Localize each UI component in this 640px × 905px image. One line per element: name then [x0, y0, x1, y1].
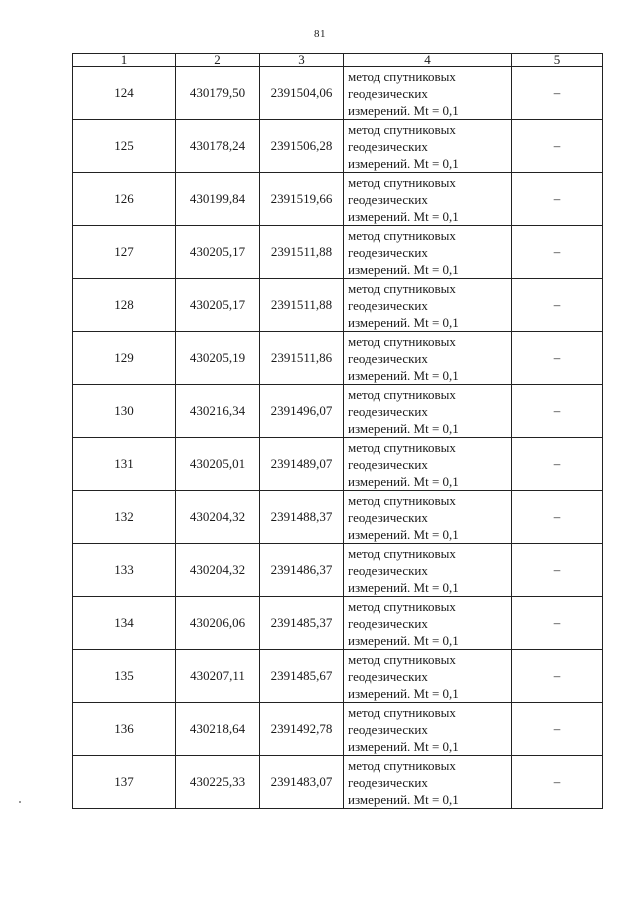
table-row: [73, 120, 603, 173]
method-cell: [344, 67, 512, 120]
method-text-line: измерений. Mt = 0,1: [348, 367, 459, 383]
scan-speck: [19, 801, 21, 803]
x-coordinate-cell: 430225,33: [176, 756, 260, 809]
header-cell-5: 5: [512, 54, 603, 67]
method-text-line: метод спутниковых: [348, 68, 456, 84]
method-cell: [344, 491, 512, 544]
x-coordinate-cell: 430179,50: [176, 67, 260, 120]
method-text-line: метод спутниковых: [348, 174, 456, 190]
method-text-line: измерений. Mt = 0,1: [348, 261, 459, 277]
method-text-line: метод спутниковых: [348, 439, 456, 455]
table-row: [73, 491, 603, 544]
table-row: [73, 756, 603, 809]
table-row: [73, 279, 603, 332]
note-cell: –: [512, 120, 603, 173]
table-row: [73, 597, 603, 650]
method-text-line: метод спутниковых: [348, 121, 456, 137]
y-coordinate-cell: 2391504,06: [260, 67, 344, 120]
point-number-cell: 132: [73, 491, 176, 544]
header-cell-3: 3: [260, 54, 344, 67]
note-cell: –: [512, 279, 603, 332]
y-coordinate-cell: 2391519,66: [260, 173, 344, 226]
note-cell: –: [512, 438, 603, 491]
point-number-cell: 133: [73, 544, 176, 597]
header-cell-1: 1: [73, 54, 176, 67]
method-text-line: геодезических: [348, 138, 428, 154]
method-text-line: измерений. Mt = 0,1: [348, 155, 459, 171]
point-number-cell: 127: [73, 226, 176, 279]
y-coordinate-cell: 2391489,07: [260, 438, 344, 491]
method-text-line: измерений. Mt = 0,1: [348, 685, 459, 701]
page-number: 81: [314, 28, 326, 40]
method-text-line: метод спутниковых: [348, 757, 456, 773]
method-cell: [344, 120, 512, 173]
x-coordinate-cell: 430206,06: [176, 597, 260, 650]
y-coordinate-cell: 2391506,28: [260, 120, 344, 173]
method-text-line: геодезических: [348, 244, 428, 260]
method-cell: [344, 756, 512, 809]
header-cell-2: 2: [176, 54, 260, 67]
method-text-line: измерений. Mt = 0,1: [348, 473, 459, 489]
method-text-line: метод спутниковых: [348, 280, 456, 296]
method-text-line: геодезических: [348, 509, 428, 525]
table-row: [73, 332, 603, 385]
x-coordinate-cell: 430216,34: [176, 385, 260, 438]
table-row: [73, 650, 603, 703]
method-text-line: метод спутниковых: [348, 704, 456, 720]
point-number-cell: 128: [73, 279, 176, 332]
x-coordinate-cell: 430204,32: [176, 544, 260, 597]
method-text-line: измерений. Mt = 0,1: [348, 632, 459, 648]
method-cell: [344, 597, 512, 650]
method-text-line: измерений. Mt = 0,1: [348, 526, 459, 542]
point-number-cell: 134: [73, 597, 176, 650]
method-text-line: геодезических: [348, 456, 428, 472]
x-coordinate-cell: 430199,84: [176, 173, 260, 226]
x-coordinate-cell: 430178,24: [176, 120, 260, 173]
note-cell: –: [512, 650, 603, 703]
note-cell: –: [512, 597, 603, 650]
table-header-row: [73, 54, 603, 67]
point-number-cell: 124: [73, 67, 176, 120]
method-cell: [344, 544, 512, 597]
x-coordinate-cell: 430204,32: [176, 491, 260, 544]
x-coordinate-cell: 430205,19: [176, 332, 260, 385]
note-cell: –: [512, 385, 603, 438]
method-text-line: метод спутниковых: [348, 227, 456, 243]
y-coordinate-cell: 2391485,67: [260, 650, 344, 703]
y-coordinate-cell: 2391483,07: [260, 756, 344, 809]
method-text-line: метод спутниковых: [348, 598, 456, 614]
y-coordinate-cell: 2391511,88: [260, 226, 344, 279]
y-coordinate-cell: 2391496,07: [260, 385, 344, 438]
method-text-line: геодезических: [348, 668, 428, 684]
note-cell: –: [512, 226, 603, 279]
method-text-line: измерений. Mt = 0,1: [348, 420, 459, 436]
coordinates-table: [72, 53, 603, 809]
method-text-line: геодезических: [348, 721, 428, 737]
point-number-cell: 130: [73, 385, 176, 438]
method-cell: [344, 650, 512, 703]
table-row: [73, 67, 603, 120]
header-cell-4: 4: [344, 54, 512, 67]
method-text-line: геодезических: [348, 191, 428, 207]
x-coordinate-cell: 430205,01: [176, 438, 260, 491]
method-text-line: метод спутниковых: [348, 386, 456, 402]
method-text-line: метод спутниковых: [348, 333, 456, 349]
table-row: [73, 438, 603, 491]
note-cell: –: [512, 544, 603, 597]
method-text-line: метод спутниковых: [348, 651, 456, 667]
method-text-line: геодезических: [348, 615, 428, 631]
method-cell: [344, 332, 512, 385]
point-number-cell: 137: [73, 756, 176, 809]
note-cell: –: [512, 756, 603, 809]
method-text-line: измерений. Mt = 0,1: [348, 314, 459, 330]
method-cell: [344, 226, 512, 279]
method-text-line: измерений. Mt = 0,1: [348, 579, 459, 595]
method-text-line: геодезических: [348, 403, 428, 419]
table-row: [73, 544, 603, 597]
point-number-cell: 135: [73, 650, 176, 703]
table-row: [73, 173, 603, 226]
point-number-cell: 126: [73, 173, 176, 226]
table-row: [73, 226, 603, 279]
y-coordinate-cell: 2391492,78: [260, 703, 344, 756]
method-text-line: геодезических: [348, 85, 428, 101]
method-text-line: геодезических: [348, 297, 428, 313]
x-coordinate-cell: 430205,17: [176, 226, 260, 279]
method-cell: [344, 385, 512, 438]
y-coordinate-cell: 2391486,37: [260, 544, 344, 597]
method-text-line: геодезических: [348, 562, 428, 578]
point-number-cell: 136: [73, 703, 176, 756]
note-cell: –: [512, 491, 603, 544]
method-cell: [344, 438, 512, 491]
y-coordinate-cell: 2391488,37: [260, 491, 344, 544]
method-text-line: метод спутниковых: [348, 545, 456, 561]
x-coordinate-cell: 430218,64: [176, 703, 260, 756]
y-coordinate-cell: 2391485,37: [260, 597, 344, 650]
note-cell: –: [512, 67, 603, 120]
method-text-line: измерений. Mt = 0,1: [348, 102, 459, 118]
point-number-cell: 125: [73, 120, 176, 173]
method-cell: [344, 173, 512, 226]
x-coordinate-cell: 430205,17: [176, 279, 260, 332]
y-coordinate-cell: 2391511,88: [260, 279, 344, 332]
method-text-line: измерений. Mt = 0,1: [348, 738, 459, 754]
method-cell: [344, 703, 512, 756]
y-coordinate-cell: 2391511,86: [260, 332, 344, 385]
note-cell: –: [512, 703, 603, 756]
table-row: [73, 385, 603, 438]
method-text-line: измерений. Mt = 0,1: [348, 791, 459, 807]
method-text-line: измерений. Mt = 0,1: [348, 208, 459, 224]
point-number-cell: 129: [73, 332, 176, 385]
point-number-cell: 131: [73, 438, 176, 491]
note-cell: –: [512, 332, 603, 385]
method-text-line: геодезических: [348, 774, 428, 790]
method-text-line: метод спутниковых: [348, 492, 456, 508]
note-cell: –: [512, 173, 603, 226]
method-cell: [344, 279, 512, 332]
method-text-line: геодезических: [348, 350, 428, 366]
table-row: [73, 703, 603, 756]
x-coordinate-cell: 430207,11: [176, 650, 260, 703]
